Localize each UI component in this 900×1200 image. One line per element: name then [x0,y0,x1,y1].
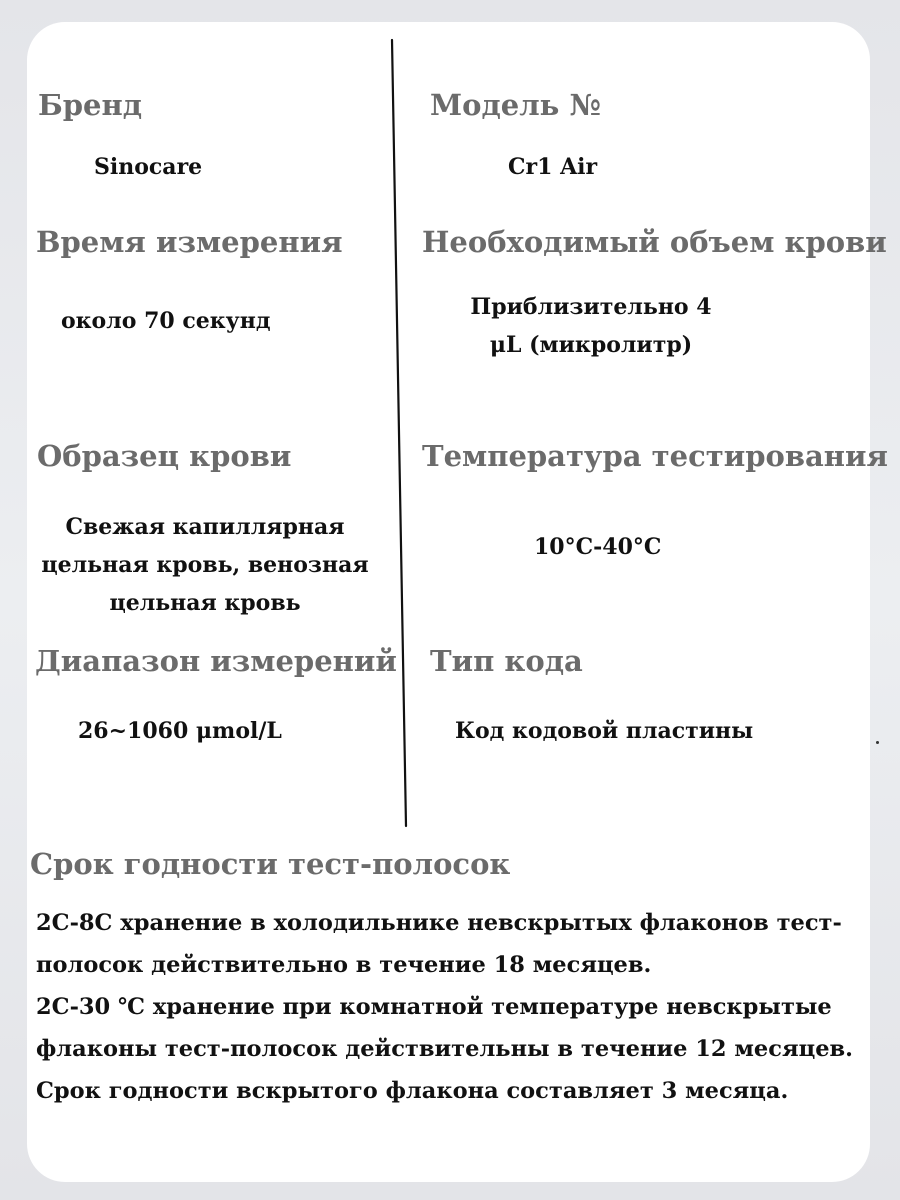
blood-sample-label: Образец крови [37,439,292,473]
code-type-value: Код кодовой пластины [455,718,754,744]
blood-sample-value-line: цельная кровь [109,590,301,616]
shelf-life-line: 2C-30 ℃ хранение при комнатной температуре невскрытые [36,994,832,1020]
blood-volume-label: Необходимый объем крови [422,225,887,259]
test-temperature-value: 10°C-40°C [534,534,662,560]
shelf-life-heading: Срок годности тест-полосок [30,847,511,881]
blood-sample-value [29,508,381,622]
brand-value: Sinocare [94,154,203,180]
measure-time-value: около 70 секунд [61,308,271,334]
measure-range-value: 26~1060 μmol/L [78,718,282,744]
blood-volume-value [441,288,741,364]
shelf-life-line: 2C-8C хранение в холодильнике невскрытых флаконов тест- [36,910,842,936]
blood-sample-value-line: цельная кровь, венозная [41,552,369,578]
stray-dot [876,741,879,744]
brand-label: Бренд [38,88,143,122]
code-type-label: Тип кода [430,644,583,678]
measure-time-label: Время измерения [36,225,343,259]
model-value: Cr1 Air [508,154,598,180]
blood-volume-value-line: Приблизительно 4 [470,294,712,320]
blood-volume-value-line: μL (микролитр) [489,332,693,358]
test-temperature-label: Температура тестирования [422,439,888,473]
shelf-life-line: Срок годности вскрытого флакона составляет 3 месяца. [36,1078,789,1104]
shelf-life-line: флаконы тест-полосок действительны в течение 12 месяцев. [36,1036,853,1062]
shelf-life-line: полосок действительно в течение 18 месяцев. [36,952,652,978]
blood-sample-value-line: Свежая капиллярная [65,514,345,540]
measure-range-label: Диапазон измерений [35,644,397,678]
model-label: Модель № [430,88,601,122]
shelf-life-text [36,902,866,1112]
